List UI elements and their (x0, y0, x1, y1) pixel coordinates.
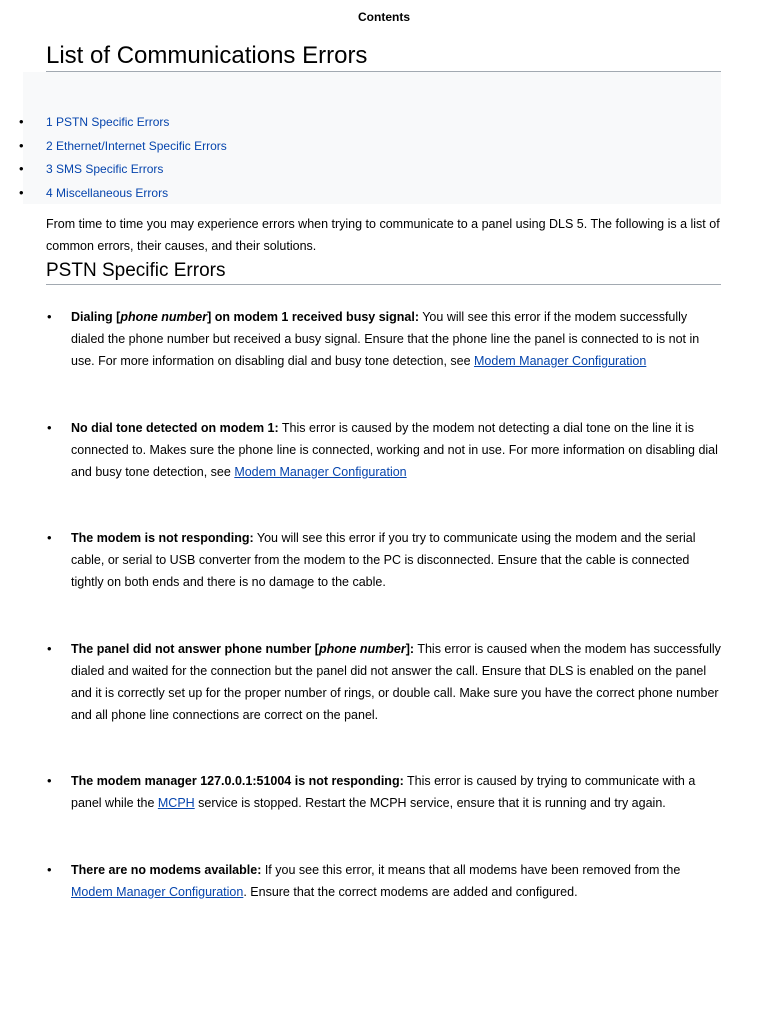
toc-link-pstn[interactable] (46, 115, 169, 129)
modem-manager-config-link[interactable]: Modem Manager Configuration (234, 464, 407, 479)
error-description: You will see this error if the modem successfully dialed the phone number but received a busy signal. Ensure that the phone line the panel is connected to is not in use. For more information on disabling dial and busy tone detection, see (71, 310, 700, 368)
toc-item-misc[interactable] (0, 185, 227, 209)
toc-item-pstn[interactable] (0, 114, 227, 138)
modem-manager-config-link[interactable]: Modem Manager Configuration (474, 354, 647, 368)
error-description: This error is caused by trying to communicate with a panel while the (71, 774, 696, 810)
error-item-no-dial-tone (0, 417, 721, 528)
error-title: The modem manager 127.0.0.1:51004 is not responding: (71, 774, 404, 788)
error-item-panel-no-answer (0, 638, 721, 771)
toc-number: 3 (46, 162, 53, 176)
intro-paragraph: From time to time you may experience errors when trying to communicate to a panel using DLS 5. The following is a list of common errors, their causes, and their solutions. (46, 217, 720, 253)
error-title: The modem is not responding: (71, 531, 254, 545)
toc-link-sms[interactable] (46, 162, 163, 176)
error-description-tail: . Ensure that the correct modems are added and configured. (243, 884, 578, 899)
error-item-busy-signal (0, 306, 721, 417)
error-description: If you see this error, it means that all modems have been removed from the (261, 862, 681, 877)
error-description: You will see this error if you try to communicate using the modem and the serial cable, or serial to USB converter from the modem to the PC is disconnected. Ensure that the cable is connected tightly on both ends and there is no damage to the cable. (71, 531, 696, 589)
toc-number: 4 (46, 185, 53, 200)
toc-label: Miscellaneous Errors (56, 185, 169, 200)
toc-link-misc[interactable] (46, 186, 168, 200)
error-title: Dialing [phone number] on modem 1 received busy signal: (71, 310, 419, 324)
toc-number: 2 (46, 138, 53, 153)
toc-label: Ethernet/Internet Specific Errors (56, 138, 227, 153)
error-description-tail: service is stopped. Restart the MCPH service, ensure that it is running and try again. (194, 796, 666, 810)
error-description: This error is caused when the modem has successfully dialed and waited for the connection but the panel did not answer the call. Ensure that DLS is enabled on the panel and it is correctly set up for the proper number of rings, or double call. Make sure you have the correct phone number and all phone line connections are correct on the panel. (71, 641, 721, 722)
section-heading-pstn: PSTN Specific Errors (46, 259, 721, 285)
error-list (0, 306, 768, 925)
error-description: This error is caused by the modem not detecting a dial tone on the line it is connected to. Makes sure the phone line is connected, working and not in use. For more information on disabling dial and busy tone detection, see (71, 420, 718, 479)
toc-title: Contents (358, 10, 410, 24)
toc-number: 1 (46, 115, 53, 129)
error-item-modem-manager-not-responding (0, 770, 721, 859)
toc-link-ethernet[interactable] (46, 139, 227, 153)
toc-item-sms[interactable] (0, 161, 227, 185)
error-item-no-modems (0, 859, 721, 925)
page-title: List of Communications Errors (46, 42, 721, 72)
toc-label: PSTN Specific Errors (56, 115, 170, 129)
toc-list (0, 114, 227, 208)
toc-item-ethernet[interactable] (0, 138, 227, 162)
error-title: No dial tone detected on modem 1: (71, 420, 279, 435)
mcph-link[interactable]: MCPH (157, 796, 195, 810)
error-title: There are no modems available: (71, 862, 262, 877)
toc-label: SMS Specific Errors (56, 162, 164, 176)
error-item-modem-not-responding (0, 527, 721, 638)
error-title: The panel did not answer phone number [phone number]: (71, 641, 415, 656)
modem-manager-config-link[interactable]: Modem Manager Configuration (71, 884, 244, 899)
